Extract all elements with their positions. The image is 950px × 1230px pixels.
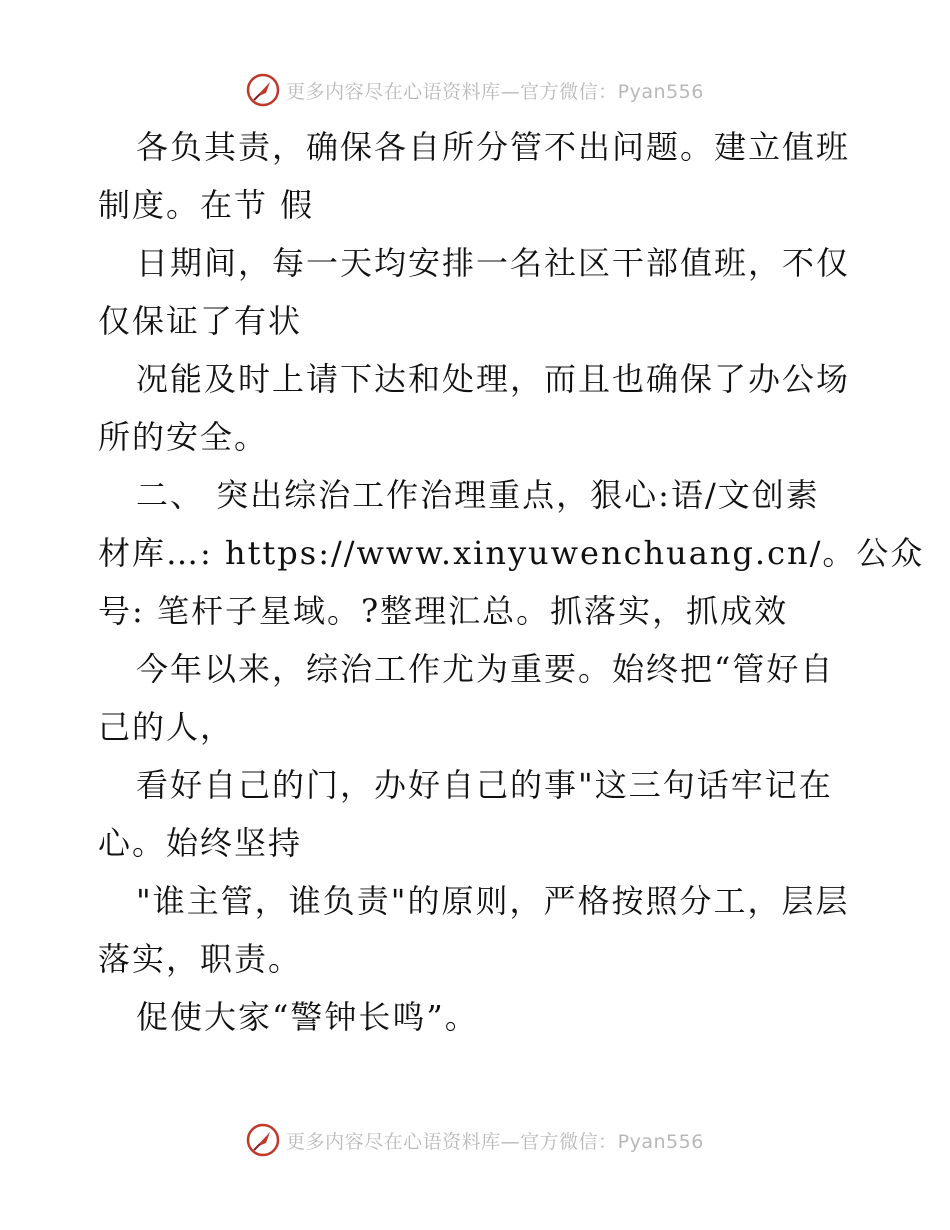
text-line: 心。始终坚持 <box>98 824 303 862</box>
header-watermark-text: 更多内容尽在心语资料库—官方微信：Pyan556 <box>286 80 704 103</box>
text-line: 制度。在节 假 <box>98 186 315 224</box>
text-line: 各负其责，确保各自所分管不出问题。建立值班 <box>136 128 851 166</box>
document-body <box>98 118 925 1046</box>
text-line: 己的人， <box>98 708 235 746</box>
text-line: 今年以来，综治工作尤为重要。始终把“管好自 <box>136 650 835 688</box>
footer-watermark <box>0 1120 950 1160</box>
text-line: 落实，职责。 <box>98 940 303 978</box>
footer-watermark-text: 更多内容尽在心语资料库—官方微信：Pyan556 <box>286 1130 704 1153</box>
text-line: "谁主管，谁负责"的原则，严格按照分工，层层 <box>136 882 850 920</box>
quill-logo-icon <box>246 1123 280 1157</box>
text-line: 看好自己的门，办好自己的事"这三句话牢记在 <box>136 766 833 804</box>
text-line: 材库…: https://www.xinyuwenchuang.cn/。公众 <box>98 534 925 572</box>
quill-logo-icon <box>246 73 280 107</box>
header-watermark <box>0 70 950 110</box>
text-line: 仅保证了有状 <box>98 302 303 340</box>
section-heading: 二、 突出综治工作治理重点，狠心:语/文创素 <box>136 476 820 514</box>
text-line: 日期间，每一天均安排一名社区干部值班，不仅 <box>136 244 851 282</box>
text-line: 促使大家“警钟长鸣”。 <box>136 998 479 1036</box>
text-line: 号: 笔杆子星域。?整理汇总。抓落实，抓成效 <box>98 592 789 630</box>
text-line: 况能及时上请下达和处理，而且也确保了办公场 <box>136 360 851 398</box>
text-line: 所的安全。 <box>98 418 269 456</box>
